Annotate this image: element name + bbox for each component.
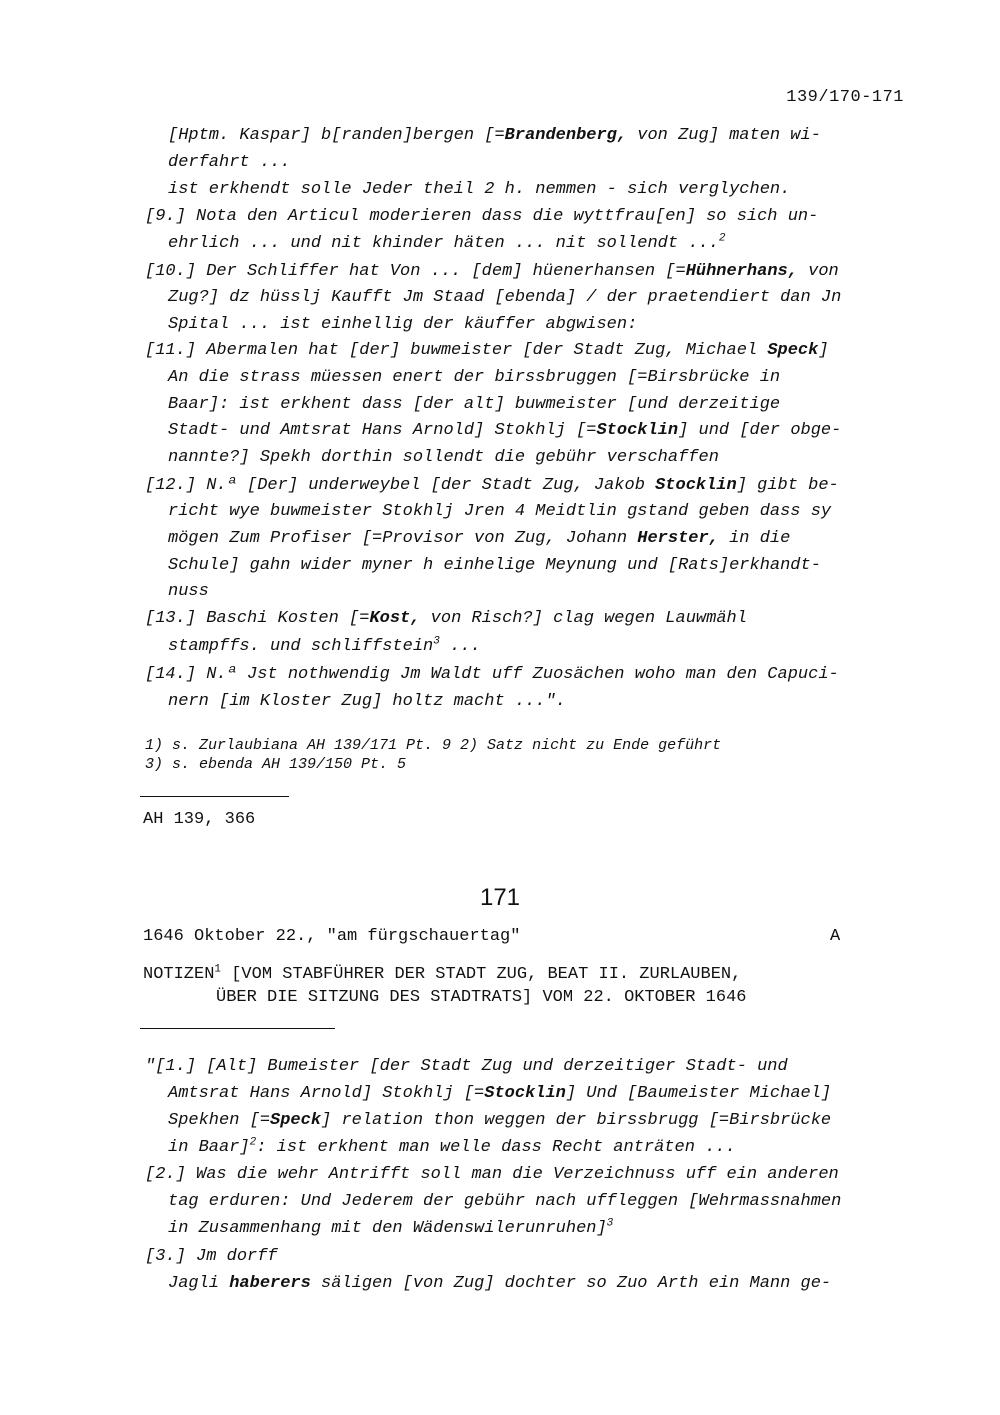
entry-marker: [11.]	[145, 341, 207, 360]
date-letter: A	[830, 927, 841, 946]
bottom-entry-2-line-1	[168, 1274, 831, 1293]
text-run: von Zug] maten wi-	[627, 126, 821, 145]
text-run: von	[797, 262, 839, 281]
bottom-entry-0-line-2	[168, 1111, 831, 1130]
text-run: säligen [von Zug] dochter so Zuo Arth ein Mann ge-	[310, 1274, 832, 1293]
bottom-entry-0-line-3	[168, 1138, 736, 1157]
text-run: Baschi Kosten [=	[206, 609, 370, 628]
text-run: ] gibt be-	[736, 476, 839, 495]
bottom-entry-1-line-2	[168, 1219, 613, 1238]
text-run: stampffs. und schliffstein	[168, 637, 434, 656]
footnote-line-1: 1) s. Zurlaubiana AH 139/171 Pt. 9 2) Satz nicht zu Ende geführt	[145, 737, 722, 754]
text-run: An die strass müessen enert der birssbruggen [=Birsbrücke in	[168, 368, 781, 387]
bold-name: Speck	[767, 341, 819, 360]
bottom-entry-1-line-1	[168, 1192, 841, 1211]
heading-line-2: ÜBER DIE SITZUNG DES STADTRATS] VOM 22. OKTOBER 1646	[216, 988, 747, 1007]
footnote-mark: 3	[433, 635, 440, 648]
bold-name: Stocklin	[655, 476, 737, 495]
top-entry-3-line-3	[168, 421, 841, 440]
heading-word: NOTIZEN	[143, 965, 215, 984]
top-entry-4-line-4	[168, 582, 209, 601]
text-run: Abermalen hat [der] buwmeister [der Stadt Zug, Michael	[206, 341, 768, 360]
text-run: nuss	[168, 582, 209, 601]
text-run: ehrlich ... und nit khinder häten ... nit sollendt ...	[168, 234, 719, 253]
bold-name: Brandenberg,	[504, 126, 628, 145]
top-entry-4-line-1	[168, 502, 831, 521]
top-entry-2-line-0	[145, 262, 839, 281]
text-run: : ist erkhent man welle dass Recht anträten ...	[256, 1138, 736, 1157]
text-run: tag erduren: Und Jederem der gebühr nach uffleggen [Wehrmassnahmen	[168, 1192, 842, 1211]
text-run: in die	[718, 529, 791, 548]
text-run: Was die wehr Antrifft soll man die Verzeichnuss uff ein anderen	[196, 1165, 839, 1184]
text-run: ist erkhendt solle Jeder theil 2 h. nemmen - sich verglychen.	[168, 180, 791, 199]
entry-marker: [13.]	[145, 609, 207, 628]
footnote-mark: 2	[718, 232, 726, 245]
bottom-entry-0-line-1	[168, 1084, 831, 1103]
top-entry-5-line-1	[168, 637, 481, 656]
top-entry-2-line-2	[168, 315, 637, 334]
top-entry-0-line-1	[168, 153, 290, 172]
entry-marker: [12.]	[145, 476, 207, 495]
bold-name: Stocklin	[596, 421, 679, 440]
text-run: Der Schliffer hat Von ... [dem] hüenerhansen [=	[206, 262, 686, 281]
text-run: in Zusammenhang mit den Wädenswilerunruhen]	[168, 1219, 607, 1238]
text-run: nern [im Kloster Zug] holtz macht ...".	[168, 692, 566, 711]
entry-marker: "[1.]	[145, 1057, 207, 1076]
top-entry-6-line-1	[168, 692, 566, 711]
date-line: 1646 Oktober 22., "am fürgschauertag"	[143, 927, 521, 946]
text-run: Zug?] dz hüsslj Kaufft Jm Staad [ebenda] / der praetendiert dan Jn	[168, 288, 842, 307]
text-run: in Baar]	[168, 1138, 250, 1157]
text-run: nannte?] Spekh dorthin sollendt die gebühr verschaffen	[168, 448, 719, 467]
text-run: von Risch?] clag wegen Lauwmähl	[420, 609, 747, 628]
top-entry-6-line-0	[145, 665, 839, 684]
text-run: derfahrt ...	[168, 153, 291, 172]
top-entry-3-line-1	[168, 368, 780, 387]
source-reference: AH 139, 366	[143, 810, 256, 829]
text-run: Nota den Articul moderieren dass die wyttfrau[en] so sich un-	[196, 207, 819, 226]
bold-name: Speck	[270, 1111, 322, 1130]
heading-rule	[140, 1028, 335, 1029]
bold-name: Herster,	[637, 529, 719, 548]
text-run: mögen Zum Profiser [=Provisor von Zug, Johann	[168, 529, 638, 548]
text-run: N.ª Jst nothwendig Jm Waldt uff Zuosächen woho man den Capuci-	[206, 665, 839, 684]
footnote-rule	[140, 796, 289, 797]
entry-marker: [14.]	[145, 665, 207, 684]
heading-footnote-mark: 1	[214, 963, 222, 976]
top-entry-5-line-0	[145, 609, 747, 628]
top-entry-4-line-0	[145, 476, 839, 495]
bottom-entry-2-line-0	[145, 1247, 278, 1266]
top-entry-4-line-2	[168, 529, 790, 548]
footnote-mark: 2	[249, 1136, 257, 1149]
top-entry-3-line-2	[168, 395, 780, 414]
top-entry-3-line-0	[145, 341, 829, 360]
footnote-mark: 3	[606, 1217, 614, 1230]
entry-marker: [2.]	[145, 1165, 197, 1184]
top-entry-2-line-1	[168, 288, 841, 307]
text-run: ...	[439, 637, 481, 656]
text-run: ] relation thon weggen der birssbrugg [=Birsbrücke	[321, 1111, 832, 1130]
entry-marker: [9.]	[145, 207, 197, 226]
text-run: [Hptm. Kaspar] b[randen]bergen [=	[168, 126, 505, 145]
entry-marker: [10.]	[145, 262, 207, 281]
text-run: Spital ... ist einhellig der käuffer abgwisen:	[168, 315, 638, 334]
text-run: Schule] gahn wider myner h einhelige Meynung und [Rats]erkhandt-	[168, 556, 821, 575]
bottom-entry-1-line-0	[145, 1165, 839, 1184]
bold-name: Hühnerhans,	[685, 262, 798, 281]
bold-name: Stocklin	[484, 1084, 566, 1103]
text-run: [Alt] Bumeister [der Stadt Zug und derzeitiger Stadt- und	[206, 1057, 788, 1076]
text-run: ]	[818, 341, 829, 360]
text-run: N.ª [Der] underweybel [der Stadt Zug, Jakob	[206, 476, 656, 495]
text-run: ] Und [Baumeister Michael]	[565, 1084, 832, 1103]
text-run: ] und [der obge-	[678, 421, 842, 440]
text-run: Amtsrat Hans Arnold] Stokhlj [=	[168, 1084, 485, 1103]
text-run: Stadt- und Amtsrat Hans Arnold] Stokhlj [=	[168, 421, 597, 440]
text-run: Jagli	[168, 1274, 230, 1293]
text-run: Jm dorff	[196, 1247, 278, 1266]
text-run: Spekhen [=	[168, 1111, 271, 1130]
bottom-entry-0-line-0	[145, 1057, 788, 1076]
page-number: 139/170-171	[786, 88, 904, 107]
top-entry-0-line-2	[168, 180, 790, 199]
text-run: Baar]: ist erkhent dass [der alt] buwmeister [und derzeitige	[168, 395, 781, 414]
heading-line-1	[143, 965, 741, 984]
top-entry-1-line-0	[145, 207, 818, 226]
text-run: richt wye buwmeister Stokhlj Jren 4 Meidtlin gstand geben dass sy	[168, 502, 832, 521]
heading-rest: [VOM STABFÜHRER DER STADT ZUG, BEAT II. ZURLAUBEN,	[221, 965, 742, 984]
top-entry-4-line-3	[168, 556, 821, 575]
top-entry-3-line-4	[168, 448, 719, 467]
bold-name: Kost,	[369, 609, 421, 628]
top-entry-0-line-0	[168, 126, 821, 145]
footnote-line-2: 3) s. ebenda AH 139/150 Pt. 5	[145, 756, 407, 773]
document-number: 171	[479, 884, 521, 911]
top-entry-1-line-1	[168, 234, 726, 253]
bold-name: haberers	[229, 1274, 311, 1293]
entry-marker: [3.]	[145, 1247, 197, 1266]
